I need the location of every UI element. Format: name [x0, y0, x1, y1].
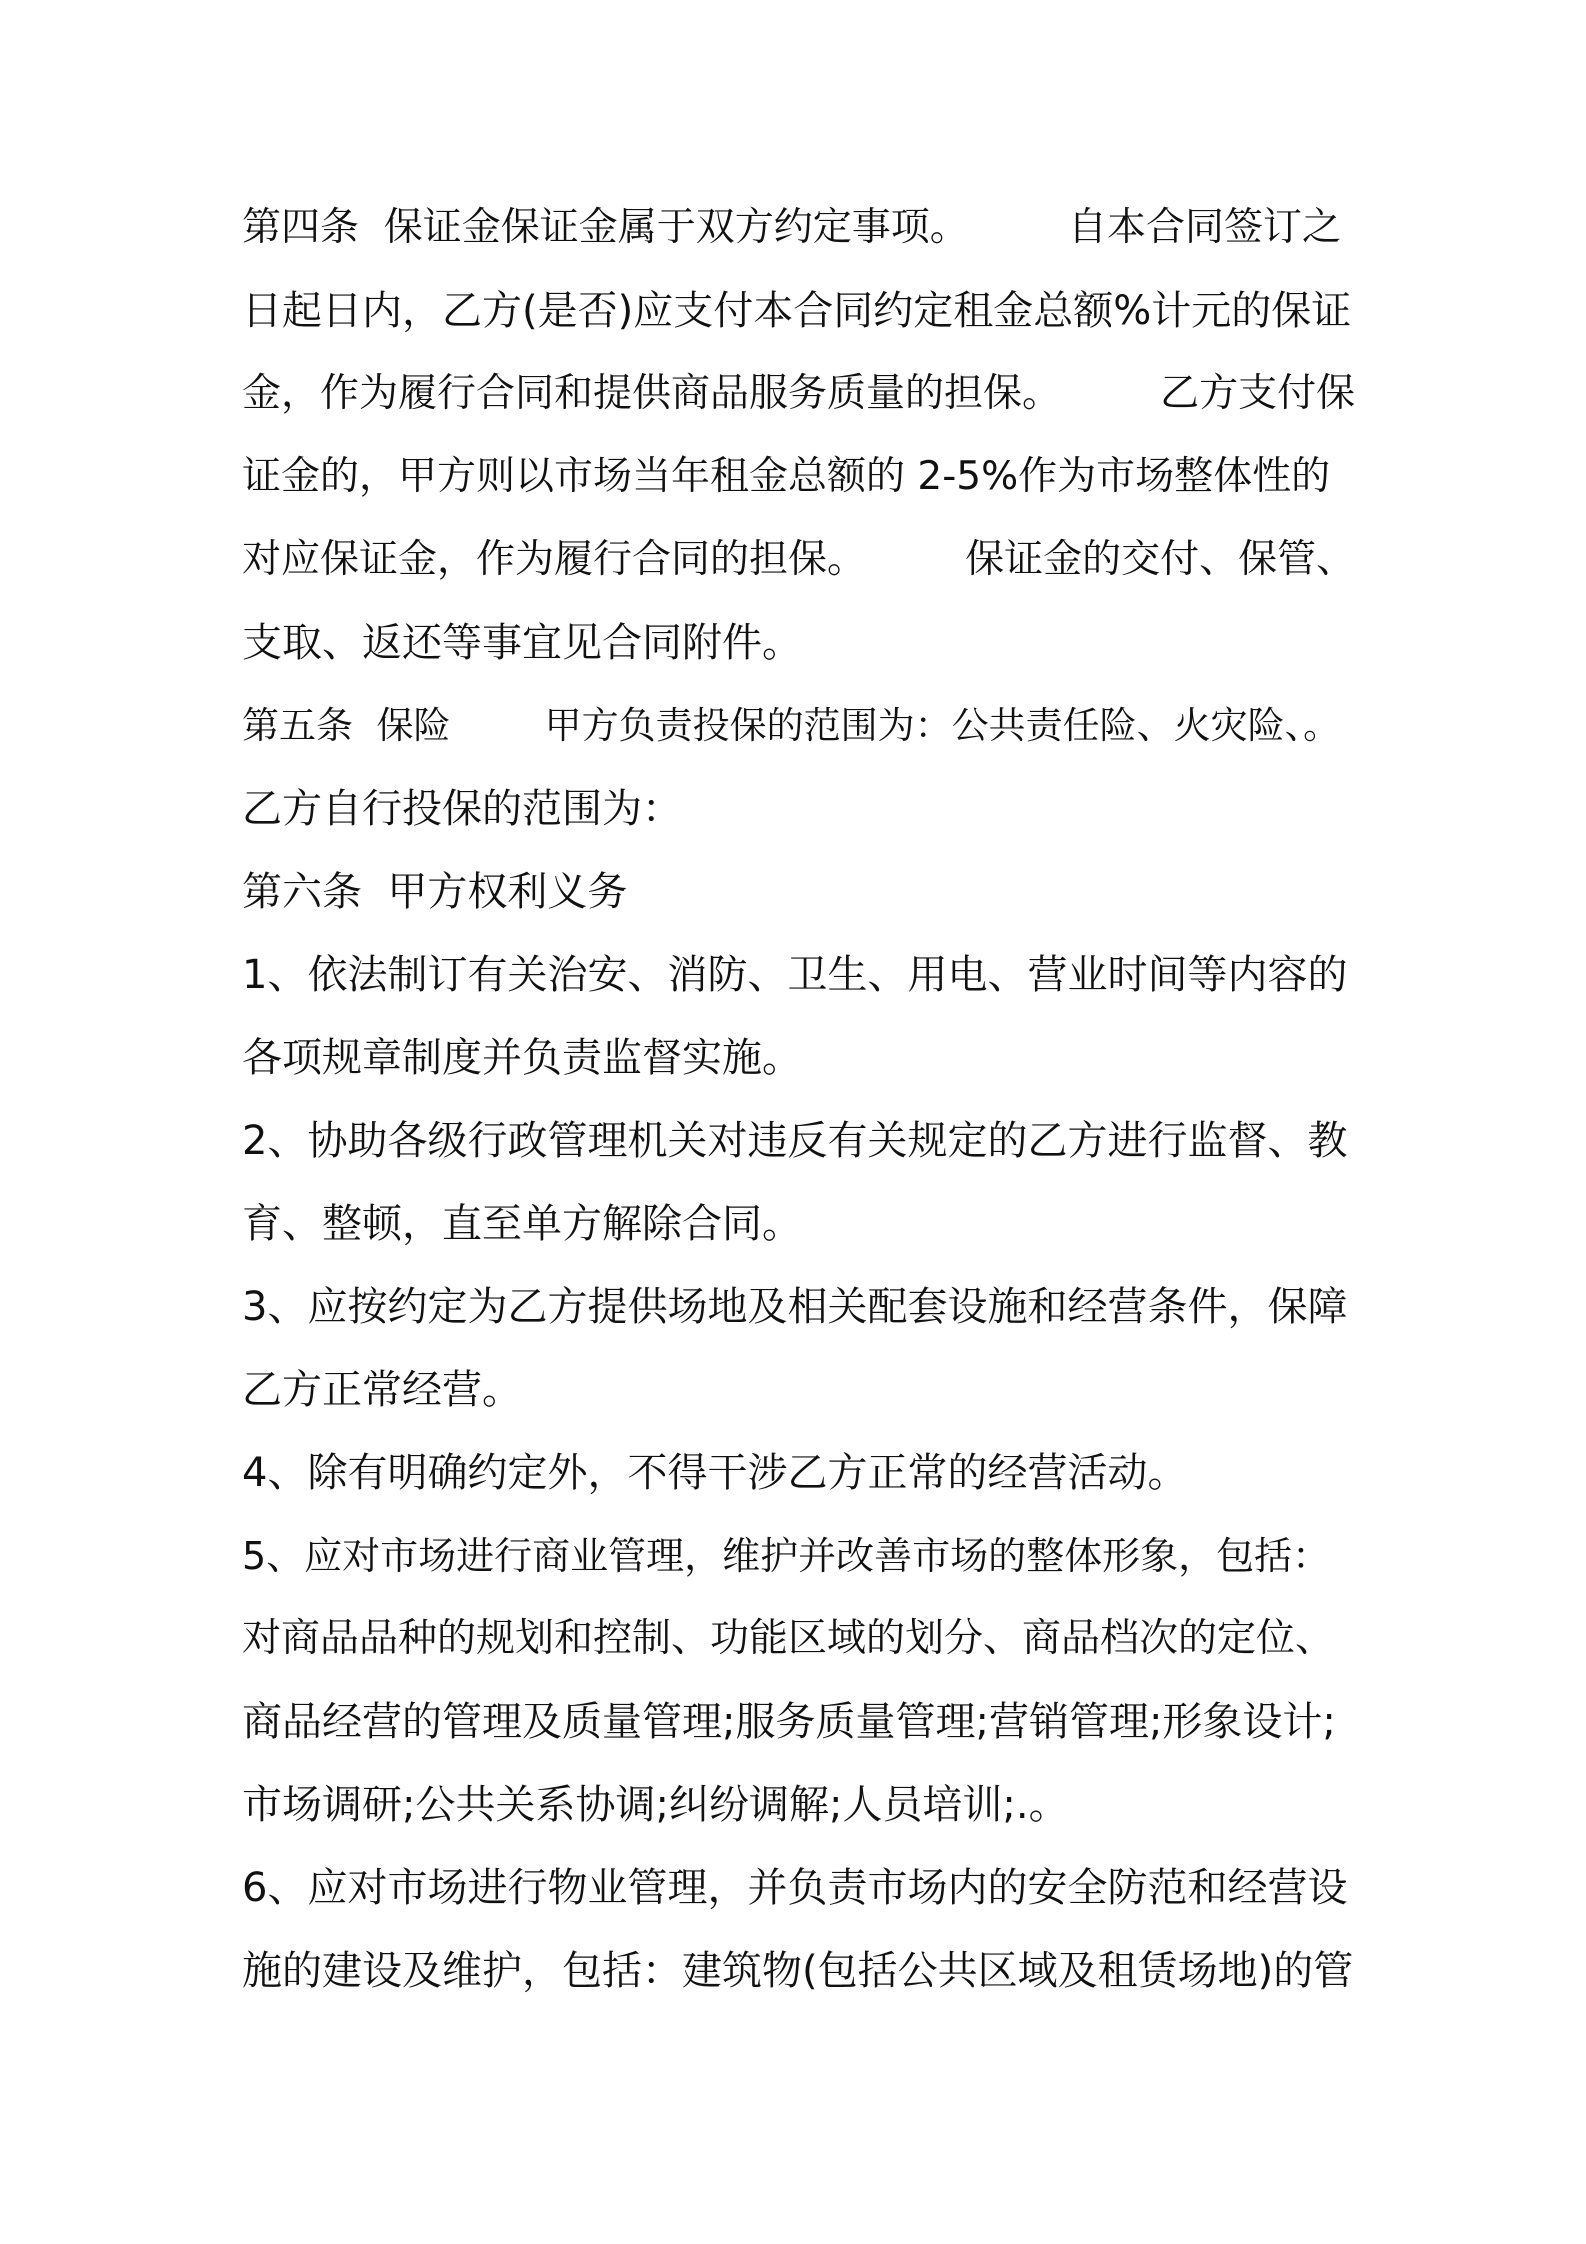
text-line: 证金的，甲方则以市场当年租金总额的 2-5%作为市场整体性的	[242, 454, 1331, 499]
text-line: 对商品品种的规划和控制、功能区域的划分、商品档次的定位、	[242, 1616, 1335, 1661]
text-line: 第五条 保险 甲方负责投保的范围为：公共责任险、火灾险、。	[242, 704, 1341, 747]
text-line: 商品经营的管理及质量管理;服务质量管理;营销管理;形象设计;	[242, 1699, 1336, 1745]
text-line: 育、整顿，直至单方解除合同。	[242, 1201, 802, 1247]
text-line: 各项规章制度并负责监督实施。	[242, 1035, 802, 1081]
text-line: 对应保证金，作为履行合同的担保。 保证金的交付、保管、	[242, 537, 1356, 582]
text-line: 1、依法制订有关治安、消防、卫生、用电、营业时间等内容的	[242, 952, 1348, 998]
text-line: 乙方正常经营。	[242, 1367, 522, 1413]
text-line: 金，作为履行合同和提供商品服务质量的担保。 乙方支付保	[242, 371, 1356, 416]
text-line: 支取、返还等事宜见合同附件。	[242, 620, 802, 666]
text-line: 4、除有明确约定外，不得干涉乙方正常的经营活动。	[242, 1450, 1188, 1496]
text-line: 市场调研;公共关系协调;纠纷调解;人员培训;.。	[242, 1782, 1069, 1828]
text-line: 5、应对市场进行商业管理，维护并改善市场的整体形象，包括：	[242, 1534, 1331, 1578]
text-line: 2、协助各级行政管理机关对违反有关规定的乙方进行监督、教	[242, 1118, 1348, 1164]
text-line: 3、应按约定为乙方提供场地及相关配套设施和经营条件，保障	[242, 1284, 1348, 1330]
text-line: 6、应对市场进行物业管理，并负责市场内的安全防范和经营设	[242, 1865, 1348, 1911]
text-line: 施的建设及维护，包括：建筑物(包括公共区域及租赁场地)的管	[242, 1948, 1354, 1994]
text-line: 日起日内，乙方(是否)应支付本合同约定租金总额%计元的保证	[242, 288, 1352, 334]
text-line: 第六条 甲方权利义务	[242, 869, 628, 915]
text-line: 乙方自行投保的范围为：	[242, 786, 682, 832]
text-line: 第四条 保证金保证金属于双方约定事项。 自本合同签订之	[242, 205, 1341, 250]
